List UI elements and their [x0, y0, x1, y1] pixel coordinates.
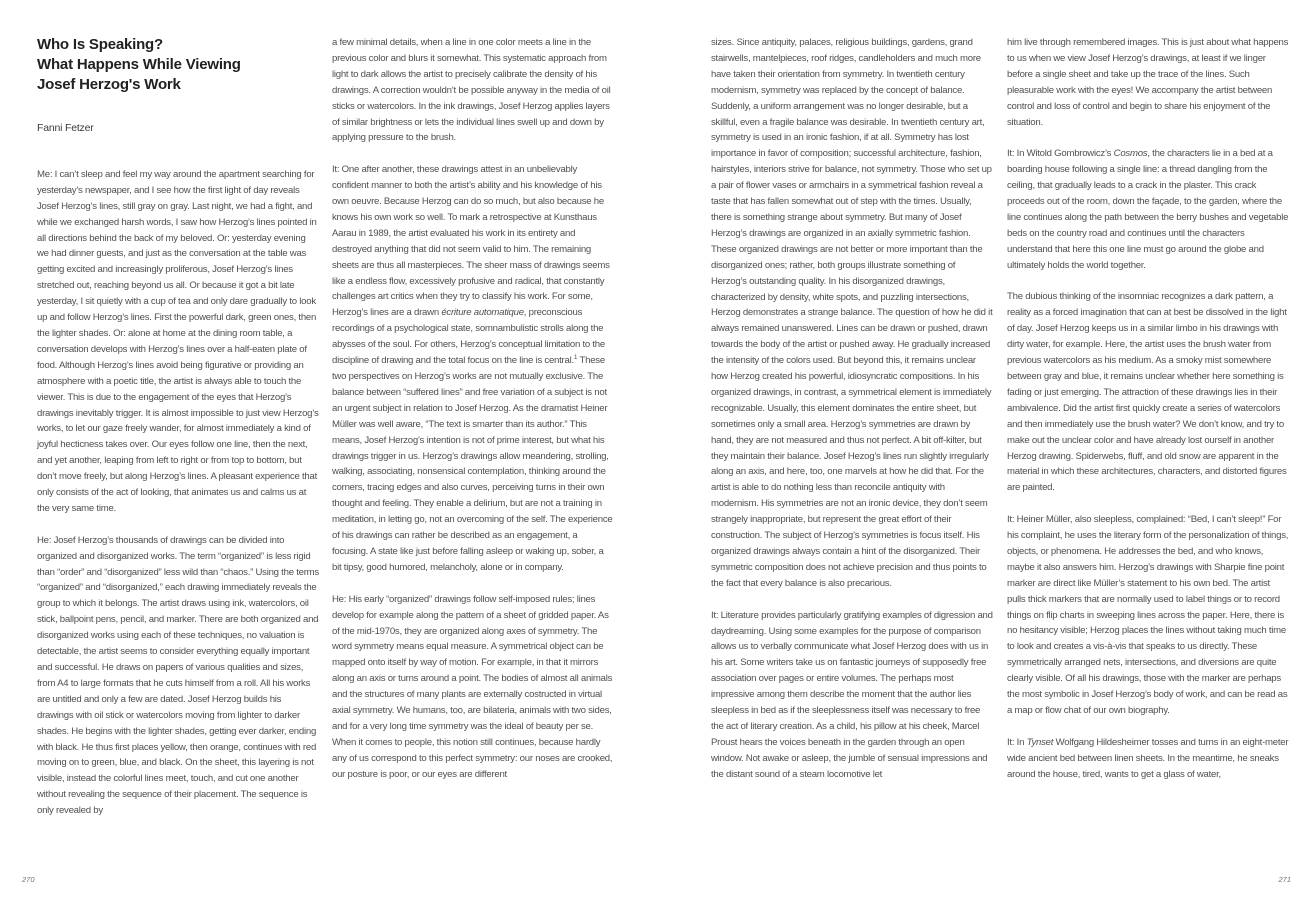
text-column-2 [332, 35, 614, 904]
footnote-marker: 1 [573, 353, 578, 361]
paragraph-it-2: It: Literature provides particularly gratifying examples of digression and daydreaming. Using some examples for the purpose of comparison allows us to verbally communicate what Josef Herzog does with us in his art. Some writers take us on fantastic journeys of supposedly free association over pages or entire volumes. The perhaps most impressive among them describe the moment that the author lies sleepless in bed as if the sleeplessness itself was necessary to free the act of literary creation. As a child, his pillow at his cheek, Marcel Proust hears the voices beneath in the garden through an open window. Not awake or asleep, the jumble of sensual impressions and the distant sound of a steam locomotive let [711, 609, 993, 780]
paragraph-me: Me: I can’t sleep and feel my way around the apartment searching for yesterday’s newspaper, and I see how the first light of day reveals Josef Herzog’s lines, still gray on gray. Last night, we had a fight, and while we exchanged harsh words, I saw how Herzog’s lines pointed in all directions behind the back of my beloved. Or: yesterday evening we had dinner guests, and just as the conversation at the table was getting excited and increasingly proliferous, Josef Herzog’s lines stretched out, reaching beyond us all. Or because it got a bit late yesterday, I sit quietly with a cup of tea and only dare gradually to look up and follow Herzog’s lines. First the powerful dark, green ones, then the lighter shades. Or: alone at home at the dining room table, a conversation develops with Herzog’s lines over a half-eaten plate of food. Although Herzog’s lines avoid being figurative or providing an atmosphere with a poetic title, the artist is always able to touch the viewer. This is due to the engagement of the eyes that Herzog’s drawings inevitably trigger. It is almost impossible to just view Herzog’s works, to let our gaze freely wander, for almost immediately a kind of joyful hecticness takes over. Our eyes follow one line, then the next, and yet another, leaping from left to right or from top to bottom, but don’t move freely, but along Herzog’s lines. A pleasant experience that only consists of the act of looking, that animates us and calms us at the very same time. [37, 168, 319, 514]
title-line-1: Who Is Speaking? [37, 36, 163, 53]
text-column-4 [1007, 35, 1289, 904]
italic-term: écriture automatique [441, 307, 524, 319]
page-number-right: 271 [1278, 875, 1291, 884]
paragraph-text: , the characters lie in a bed at a boarding house following a single line: a thread dangling from the ceiling, that gradually leads to a crack in the plaster. This crack proceeds out of the room, down the façade, to the garden, where the line continues along the path between the berry bushes and vegetable beds on the country road and continues until the characters understand that here this one line must go around the globe and ultimately holds the world together. [1007, 148, 1289, 271]
page-title [37, 35, 319, 95]
title-line-3: Josef Herzog's Work [37, 76, 181, 93]
page-right [657, 0, 1315, 904]
paragraph-it-1 [332, 162, 614, 576]
paragraph-text: It: In Witold Gombrowicz’s [1007, 148, 1114, 160]
paragraph-he-1-continued: a few minimal details, when a line in one color meets a line in the previous color and blurs it somewhat. This systematic approach from light to dark allows the artist to precisely calibrate the density of his drawings. A correction wouldn’t be possible anyway in the media of oil sticks or watercolors. In the ink drawings, Josef Herzog applies layers of similar brightness or lets the individual lines swell up and down by applying pressure to the brush. [332, 37, 611, 144]
author-name: Fanni Fetzer [37, 122, 94, 134]
paragraph-insomniac: The dubious thinking of the insomniac recognizes a dark pattern, a reality as a forced imagination that can at best be dissolved in the light of day. Josef Herzog keeps us in a similar limbo in his drawings with dirty water, for example. Here, the artist uses the brush water from previous watercolors as his medium. As a smoky mist somewhere between gray and blue, it remains unclear whether here something is fading or just emerging. The attraction of these drawings lies in their ambivalence. Did the artist first quickly create a series of watercolors and then immediately use the brush water? We don’t know, and try to make out the unclear color and have already lost ourself in another Herzog drawing. Spiderwebs, fluff, and old snow are apparent in the material in which these architectures, characters, and distorted figures are painted. [1007, 291, 1287, 494]
page-number-left: 270 [22, 875, 35, 884]
paragraph-it-4: It: Heiner Müller, also sleepless, complained: “Bed, I can’t sleep!” For his complaint, he uses the literary form of the personalization of things, objects, or phenomena. He addresses the bed, and who knows, maybe it also answers him. Herzog’s drawings with Sharpie fine point marker are direct like Müller’s statement to his own bed. The artist pulls thick markers that are normally used to label things or to record things on flip charts in sweeping lines across the paper. Here, there is no hesitancy visible; Herzog places the lines without taking much time to look and creates a vis-à-vis that speaks to us directly. These symmetrically arranged nets, intersections, and diversions are quite clearly visible. Of all his drawings, those with the marker are perhaps the most symbolic in Josef Herzog’s body of work, and can be read as a map or flow chat of our own biography. [1007, 514, 1289, 717]
text-column-1 [37, 35, 319, 904]
paragraph-text: It: In [1007, 736, 1027, 748]
paragraph-text: Wolfgang Hildesheimer tosses and turns in an eight-meter wide ancient bed between linen sheets. In the meantime, he sneaks around the house, tired, wants to get a glass of water, [1007, 736, 1289, 780]
text-column-3 [711, 35, 993, 904]
paragraph-it-2-continued: him live through remembered images. This is just about what happens to us when we view Josef Herzog’s drawings, at least if we linger before a single sheet and take up the trace of the lines. Such pleasurable work with the eyes! We accompany the artist between control and loss of control and begin to share his enjoyment of the situation. [1007, 37, 1289, 128]
title-line-2: What Happens While Viewing [37, 56, 241, 73]
paragraph-he-2-continued: sizes. Since antiquity, palaces, religious buildings, gardens, grand stairwells, mantelpieces, roof ridges, candleholders and much more have taken their orientation from symmetry. In twentieth century modernism, symmetry was replaced by the concept of balance. Suddenly, a uniform arrangement was no longer desirable, but a skillful, even a fragile balance was desirable. In twentieth century art, symmetry is used in an ironic fashion, if at all. Symmetry has lost importance in favor of composition; successful architecture, fashion, hairstyles, interiors strive for balance, not symmetry. Those who set up a pair of flower vases or armchairs in a symmetrical fashion reveal a taste that has fallen somewhat out of step with the times. Usually, there is something strange about symmetry. But many of Josef Herzog’s drawings are organized in an axially symmetric fashion. These organized drawings are not better or more important than the disorganized ones; rather, both groups illustrate something of Herzog’s outstanding quality. In his disorganized drawings, characterized by density, white spots, and puzzling intersections, Herzog demonstrates a strange balance. The question of how he did it always remained unanswered. Lines can be drawn or pushed, drawn towards the body of the artist or pushed away. He gradually increased the intensity of the colors used. But beyond this, it remains unclear how Herzog created his powerful, idiosyncratic compositions. In his organized drawings, in contrast, a symmetrical element is immediately recognizable. Usually, this element dominates the entire sheet, but sometimes only a small area. Herzog’s symmetries are drawn by hand, they are not measured and thus not perfect. A bit off-kilter, but they maintain their balance. Josef Hezog’s lines run slightly irregularly along an axis, and here, too, one marvels at how he did that. For the artist is able to do nothing less than reconcile antiquity with modernism. His symmetries are not an ironic device, they don’t seem strangely inappropriate, but represent the great effort of their construction. The subject of Herzog’s symmetries is focus itself. His organized drawings always contain a hint of the disorganized. Their symmetric composition does not achieve precision and thus points to the fact that every balance is also precarious. [711, 37, 993, 589]
paragraph-he-1: He: Josef Herzog’s thousands of drawings can be divided into organized and disorganized works. The term “organized” is less rigid than “order” and “disorganized” less wild than “chaos.” Using the terms “organized” and “disorganized,” each drawing immediately reveals the group to which it belongs. The artist draws using ink, watercolors, oil stick, ballpoint pens, pencil, and marker. There are both organized and disorganized works using each of these techniques, no valuation is detectable, the artist seems to consider everything equally important and successful. He draws on papers of various qualities and sizes, from A4 to large formats that he cuts himself from a roll. All his works are untitled and only a few are dated. Josef Herzog builds his drawings with oil stick or watercolors moving from lighter to darker shades. He begins with the lighter shades, getting ever darker, ending with black. He thus first places yellow, then orange, continues with red moving on to green, blue, and black. On the sheet, this layering is not visible, instead the colorful lines meet, touch, and cut one another without revealing the sequence of their placement. The sequence is only revealed by [37, 534, 319, 817]
paragraph-text: It: One after another, these drawings attest in an unbelievably confident manner to both the artist’s ability and his knowledge of his own oeuvre. Because Herzog can do so much, but also because he knows his own work so well. To mark a retrospective at Kunsthaus Aarau in 1989, the artist evaluated his work in its entirety and destroyed anything that did not seem valid to him. The remaining sheets are thus all masterpieces. The sheer mass of drawings seems like a endless flow, excessively profusive and radical, that constantly challenges art critics when they try to classify his work. For some, Herzog’s lines are a drawn [332, 164, 610, 319]
paragraph-it-3 [1007, 146, 1289, 273]
italic-book-title: Cosmos [1113, 148, 1148, 160]
page-left [0, 0, 657, 904]
paragraph-text: These two perspectives on Herzog’s works are not mutually exclusive. The balance between “suffered lines” and free variation of a subject is not an urgent subject in relation to Josef Herzog. As the dramatist Heiner Müller was well aware, “The text is smarter than its author.” This means, Josef Herzog’s intention is not of prime interest, but what his drawings trigger in us. Herzog’s drawings allow meandering, strolling, walking, associating, nonsensical contemplation, thinking around the corners, tracing edges and also curves, perceiving turns in their own thought and feeling. They enable a delirium, but are not a training in meditation, in letting go, not an overcoming of the self. The experience of his drawings can rather be described as an engagement, a focusing. A state like just before falling asleep or waking up, sober, a bit tipsy, good humored, melancholy, alone or in company. [332, 355, 613, 573]
italic-book-title: Tynset [1026, 736, 1054, 748]
paragraph-it-5 [1007, 735, 1289, 783]
paragraph-text: , preconscious recordings of a psychological state, somnambulistic strolls along the abysses of the soul. For others, Herzog’s conceptual limitation to the discipline of drawing and the total focus on the line is central. [332, 307, 605, 367]
paragraph-he-2: He: His early “organized” drawings follow self-imposed rules; lines develop for example along the pattern of a sheet of gridded paper. As of the mid-1970s, they are organized along axes of symmetry. The word symmetry means equal measure. A symmetrical object can be mapped onto itself by way of motion. For example, in that it mirrors along an axis or turns around a point. The bodies of almost all animals and the structures of many plants are externally costructed in virtual axial symmetry. We humans, too, are bilateria, animals with two sides, and for a very long time symmetry was the ideal of beauty per se. When it comes to people, this notion still continues, because hardly any of us correspond to this perfect symmetry: our noses are crooked, our posture is poor, or our eyes are different [332, 593, 613, 780]
